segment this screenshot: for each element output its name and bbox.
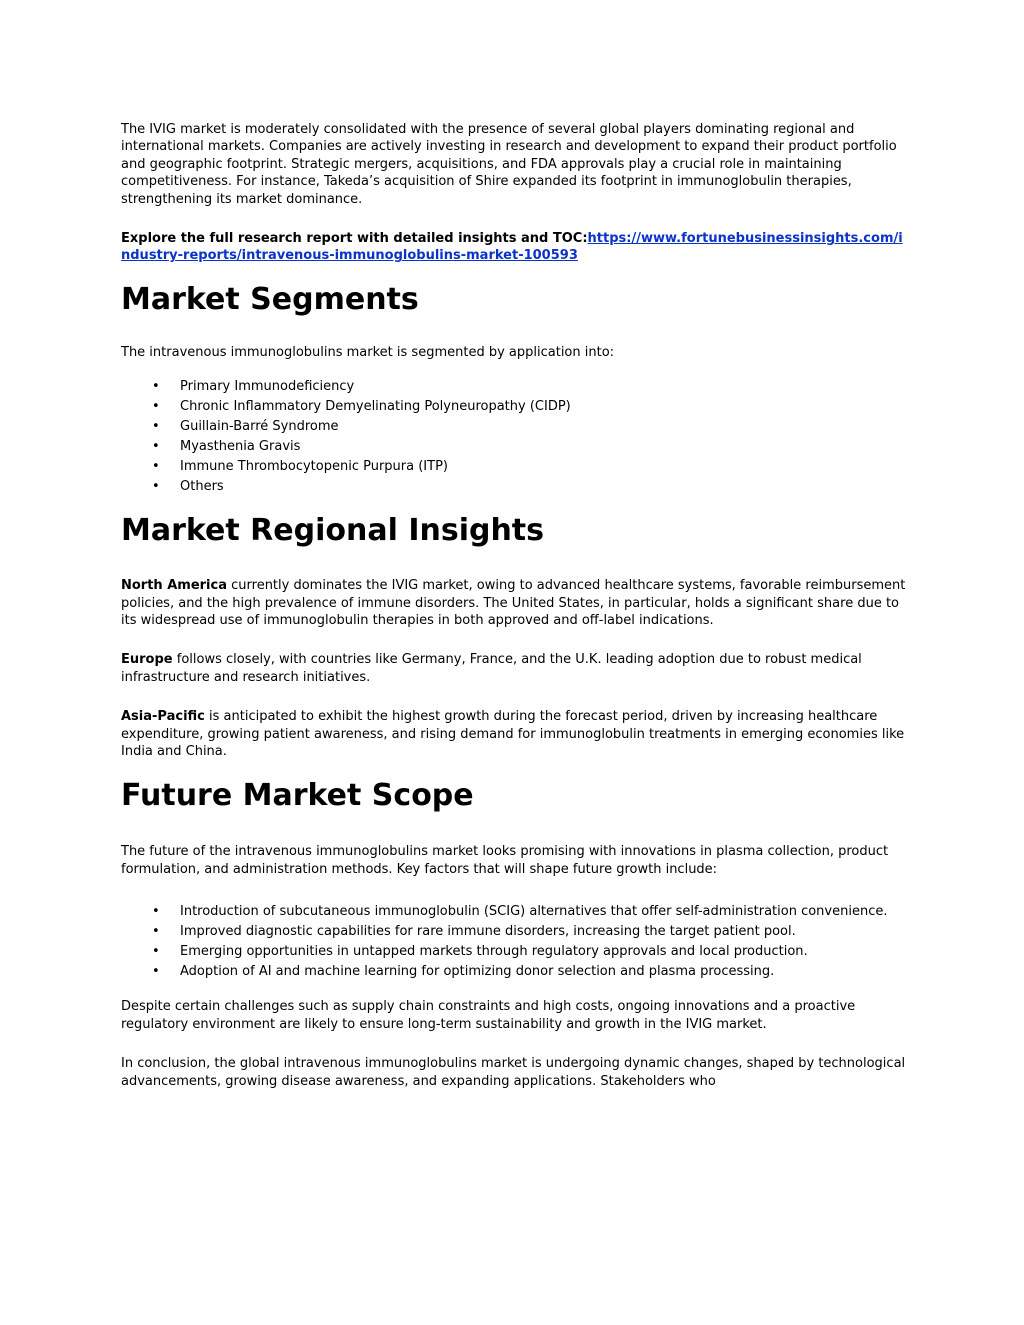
north-america-paragraph: North America currently dominates the IVIG market, owing to advanced healthcare systems, favorable reimbursement policies, and the high prevalence of immune disorders. The United States, in particular, holds a significant share due to its widespread use of immunoglobulin therapies in both approved and off-label indications. bbox=[121, 578, 906, 628]
bullet-icon: • bbox=[152, 478, 160, 494]
segments-list bbox=[121, 378, 911, 495]
explore-text: Explore the full research report with detailed insights and TOC: bbox=[121, 231, 588, 247]
segments-heading: Market Segments bbox=[121, 281, 419, 317]
asia-pacific-paragraph: Asia-Pacific is anticipated to exhibit the highest growth during the forecast period, driven by increasing healthcare expenditure, growing patient awareness, and rising demand for immunoglobulin treatments in emerging economies like India and China. bbox=[121, 709, 905, 760]
list-item: • Immune Thrombocytopenic Purpura (ITP) bbox=[152, 458, 448, 474]
list-item: • Guillain-Barré Syndrome bbox=[152, 419, 339, 435]
document-page bbox=[121, 121, 911, 1090]
conclusion-paragraph: In conclusion, the global intravenous immunoglobulins market is undergoing dynamic changes, shaped by technological advancements, growing disease awareness, and expanding applications. Stakeholders who bbox=[121, 1056, 906, 1089]
bullet-icon: • bbox=[152, 399, 160, 415]
europe-paragraph: Europe follows closely, with countries like Germany, France, and the U.K. leading adoption due to robust medical infrastructure and research initiatives. bbox=[121, 652, 862, 685]
bullet-icon: • bbox=[152, 924, 160, 940]
list-item: • Others bbox=[152, 478, 224, 494]
list-item: • Primary Immunodeficiency bbox=[152, 379, 355, 395]
future-list bbox=[121, 903, 911, 980]
list-item: • Improved diagnostic capabilities for rare immune disorders, increasing the target patient pool. bbox=[152, 924, 796, 940]
asia-pacific-label: Asia-Pacific bbox=[121, 709, 205, 725]
list-item: • Emerging opportunities in untapped markets through regulatory approvals and local production. bbox=[152, 944, 808, 960]
list-item: • Adoption of AI and machine learning for optimizing donor selection and plasma processing. bbox=[152, 963, 775, 979]
future-heading: Future Market Scope bbox=[121, 778, 474, 814]
regional-heading: Market Regional Insights bbox=[121, 513, 545, 549]
bullet-icon: • bbox=[152, 419, 160, 435]
intro-paragraph: The IVIG market is moderately consolidated with the presence of several global players dominating regional and international markets. Companies are actively investing in research and development to expand their product portfolio and geographic footprint. Strategic mergers, acquisitions, and FDA approvals play a crucial role in maintaining competitiveness. For instance, Takeda’s acquisition of Shire expanded its footprint in immunoglobulin therapies, strengthening its market dominance. bbox=[121, 122, 897, 207]
europe-label: Europe bbox=[121, 652, 173, 668]
bullet-icon: • bbox=[152, 944, 160, 960]
bullet-icon: • bbox=[152, 458, 160, 474]
bullet-icon: • bbox=[152, 904, 160, 920]
bullet-icon: • bbox=[152, 379, 160, 395]
report-link[interactable]: https://www.fortunebusinessinsights.com/industry-reports/intravenous-immunoglobulins-market-100593 bbox=[121, 231, 903, 264]
list-item: • Introduction of subcutaneous immunoglobulin (SCIG) alternatives that offer self-administration convenience. bbox=[152, 904, 888, 920]
list-item: • Myasthenia Gravis bbox=[152, 438, 301, 454]
segments-intro: The intravenous immunoglobulins market is segmented by application into: bbox=[121, 344, 615, 360]
despite-paragraph: Despite certain challenges such as supply chain constraints and high costs, ongoing innovations and a proactive regulatory environment are likely to ensure long-term sustainability and growth in the IVIG market. bbox=[121, 999, 856, 1032]
north-america-label: North America bbox=[121, 578, 227, 594]
bullet-icon: • bbox=[152, 963, 160, 979]
future-intro: The future of the intravenous immunoglobulins market looks promising with innovations in plasma collection, product formulation, and administration methods. Key factors that will shape future growth include: bbox=[121, 844, 889, 877]
explore-paragraph bbox=[121, 230, 911, 265]
list-item: • Chronic Inflammatory Demyelinating Polyneuropathy (CIDP) bbox=[152, 399, 571, 415]
regional-section bbox=[121, 577, 911, 760]
bullet-icon: • bbox=[152, 438, 160, 454]
